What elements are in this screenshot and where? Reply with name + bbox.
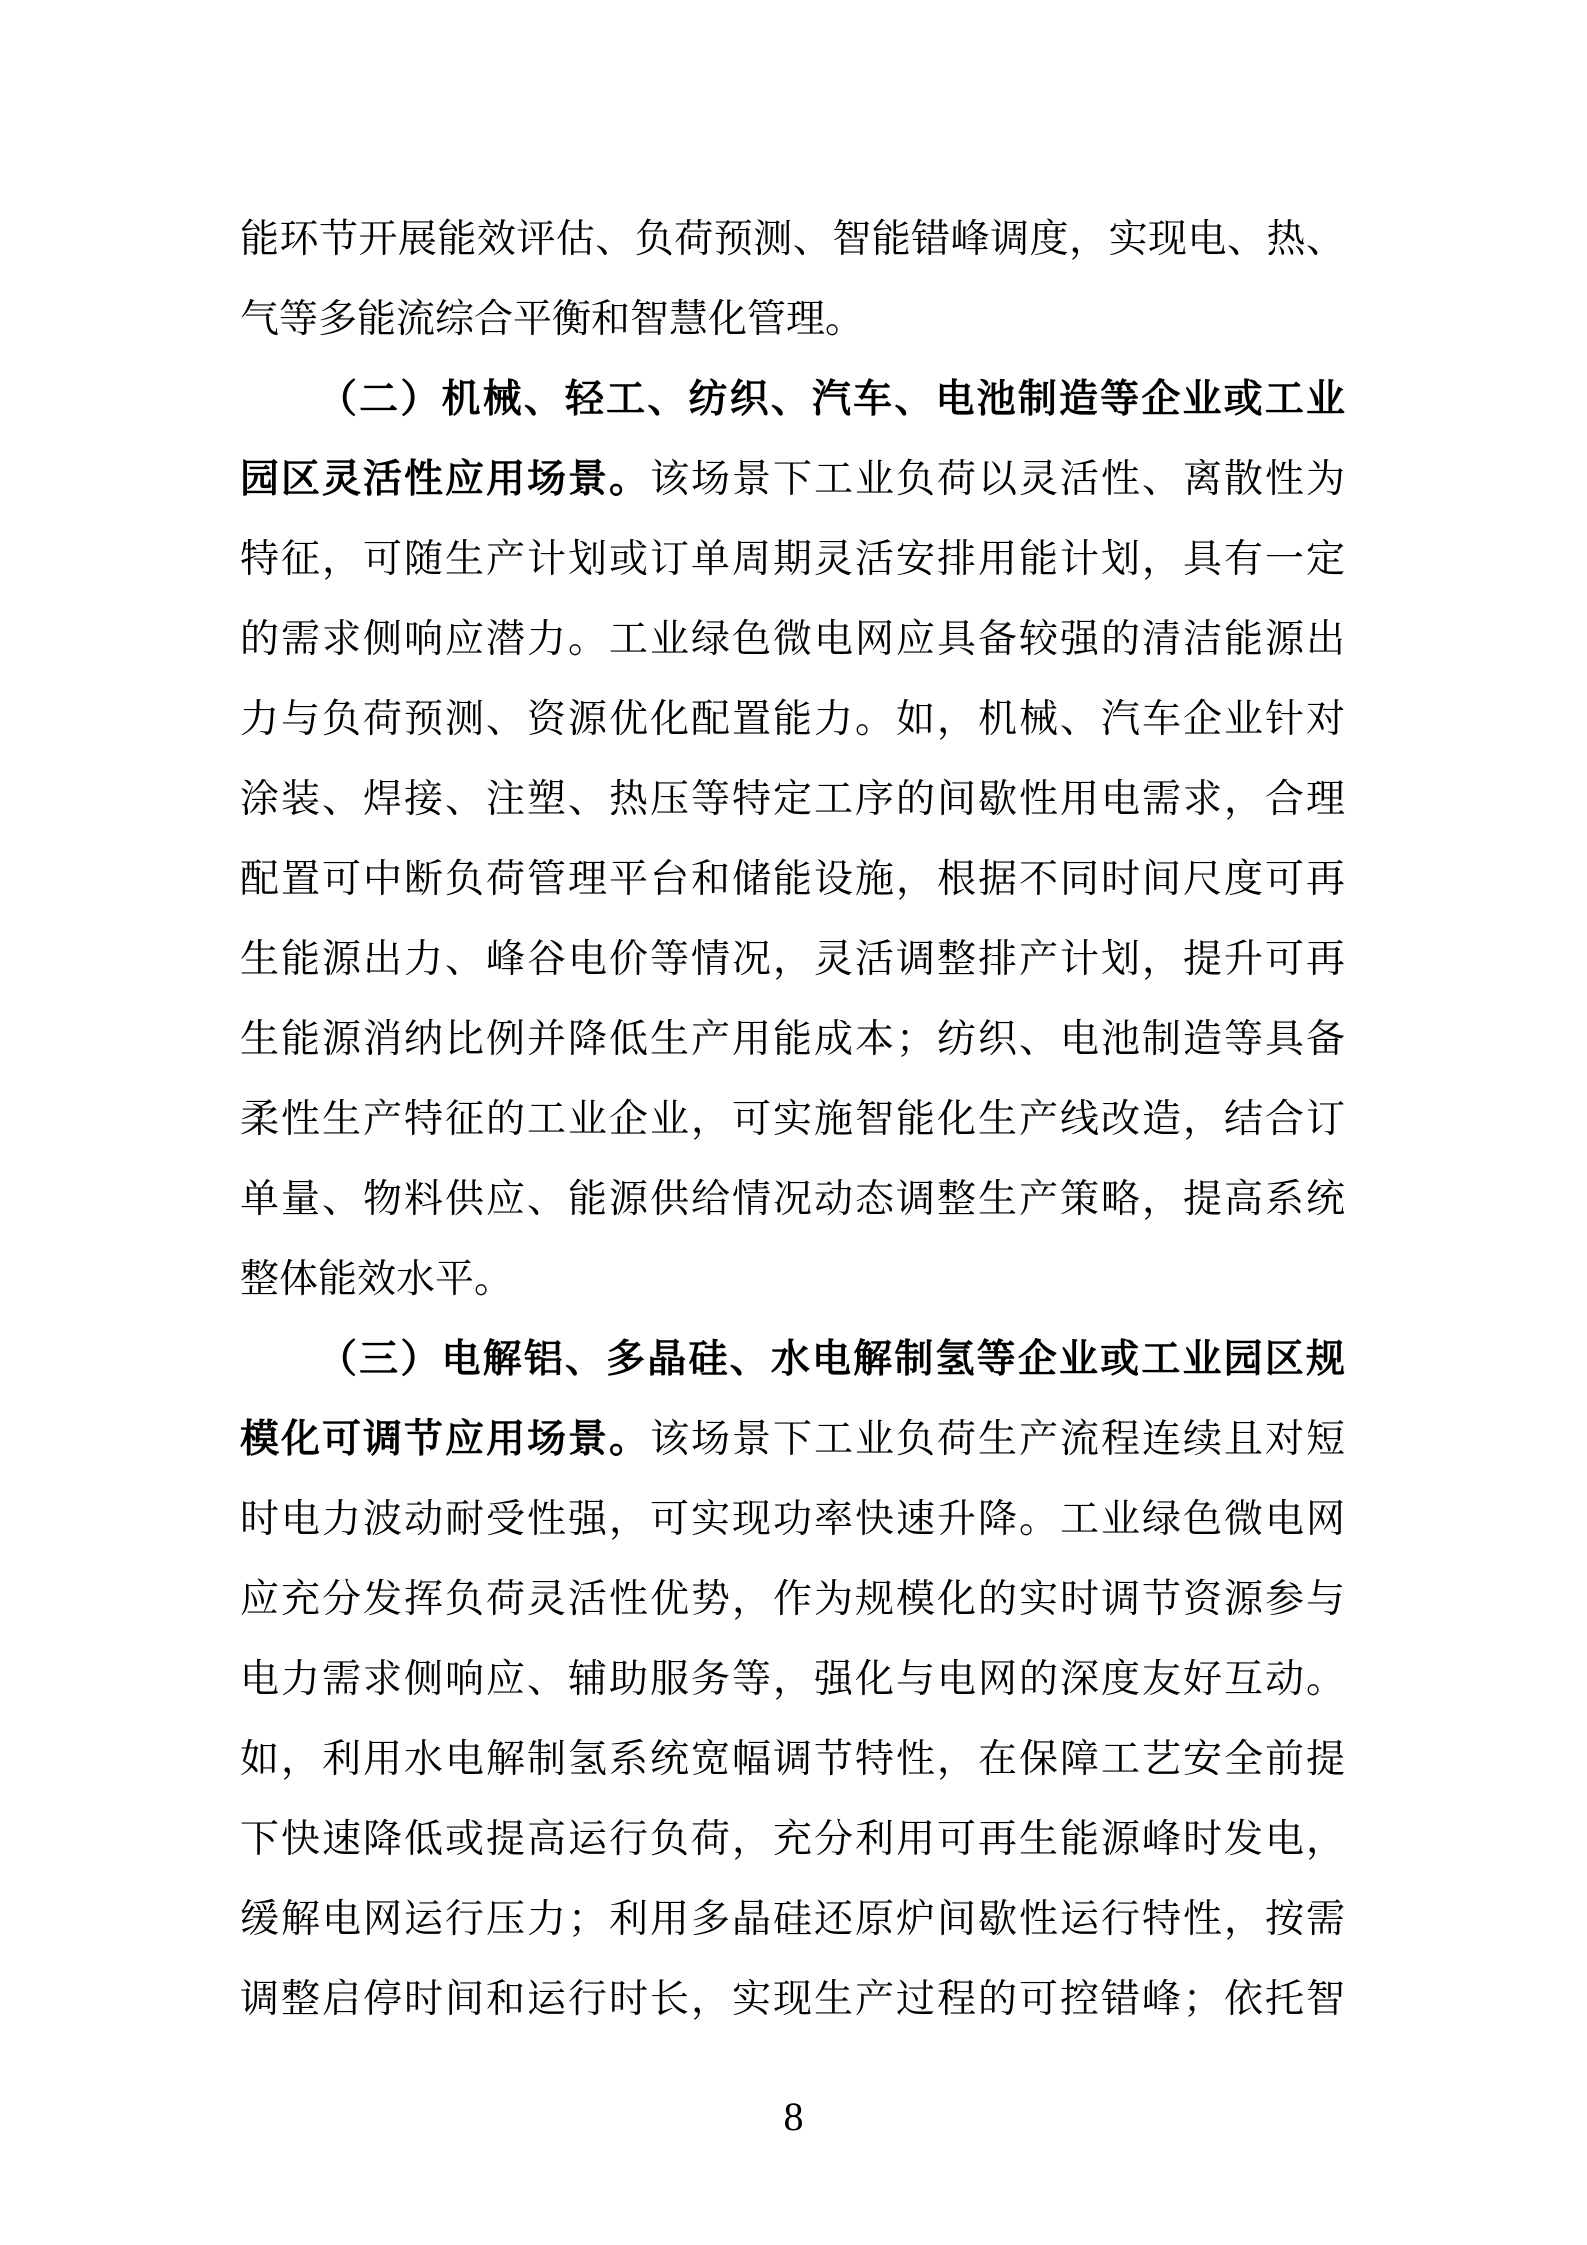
text-line: [240, 760, 1345, 840]
text-line: [240, 1080, 1345, 1160]
paragraph-section-2: [240, 360, 1345, 1320]
text-line: [240, 840, 1345, 920]
text-line: [240, 680, 1345, 760]
text-line: [240, 920, 1345, 1000]
text-line: [240, 600, 1345, 680]
text-line: [240, 200, 1345, 280]
body-text: 如，利用水电解制氢系统宽幅调节特性，在保障工艺安全前提: [240, 1738, 1345, 1781]
body-text: 特征，可随生产计划或订单周期灵活安排用能计划，具有一定: [240, 538, 1345, 581]
body-text: 的需求侧响应潜力。工业绿色微电网应具备较强的清洁能源出: [240, 618, 1345, 661]
heading-bold-text: （三）电解铝、多晶硅、水电解制氢等企业或工业园区规: [318, 1338, 1345, 1381]
body-text: 下快速降低或提高运行负荷，充分利用可再生能源峰时发电，: [240, 1818, 1345, 1861]
body-text: 力与负荷预测、资源优化配置能力。如，机械、汽车企业针对: [240, 698, 1345, 741]
text-line: [240, 520, 1345, 600]
body-text: 生能源消纳比例并降低生产用能成本；纺织、电池制造等具备: [240, 1018, 1345, 1061]
body-text: 配置可中断负荷管理平台和储能设施，根据不同时间尺度可再: [240, 858, 1345, 901]
text-line: [240, 1640, 1345, 1720]
heading-bold-text: 模化可调节应用场景。: [240, 1418, 650, 1461]
body-text: 电力需求侧响应、辅助服务等，强化与电网的深度友好互动。: [240, 1658, 1345, 1701]
body-text: 整体能效水平。: [240, 1258, 514, 1301]
text-line: [240, 1480, 1345, 1560]
body-text: 单量、物料供应、能源供给情况动态调整生产策略，提高系统: [240, 1178, 1345, 1221]
body-text: 该场景下工业负荷生产流程连续且对短: [650, 1418, 1345, 1461]
heading-bold-text: 园区灵活性应用场景。: [240, 458, 650, 501]
body-text: 该场景下工业负荷以灵活性、离散性为: [650, 458, 1345, 501]
page-number: 8: [783, 2094, 804, 2139]
text-line: [240, 440, 1345, 520]
text-line: [240, 1160, 1345, 1240]
text-line: [240, 360, 1345, 440]
text-line: [240, 1320, 1345, 1400]
heading-bold-text: （二）机械、轻工、纺织、汽车、电池制造等企业或工业: [318, 378, 1345, 421]
body-text: 能环节开展能效评估、负荷预测、智能错峰调度，实现电、热、: [240, 218, 1345, 261]
body-text: 柔性生产特征的工业企业，可实施智能化生产线改造，结合订: [240, 1098, 1345, 1141]
body-text: 时电力波动耐受性强，可实现功率快速升降。工业绿色微电网: [240, 1498, 1345, 1541]
paragraph-section-3: [240, 1320, 1345, 2040]
text-line: [240, 1000, 1345, 1080]
body-text: 涂装、焊接、注塑、热压等特定工序的间歇性用电需求，合理: [240, 778, 1345, 821]
text-line: [240, 1880, 1345, 1960]
text-line: [240, 1960, 1345, 2040]
document-body: [240, 200, 1345, 2040]
text-line: [240, 1560, 1345, 1640]
body-text: 气等多能流综合平衡和智慧化管理。: [240, 298, 865, 341]
text-line: [240, 1800, 1345, 1880]
text-line: [240, 280, 1345, 360]
text-line: [240, 1400, 1345, 1480]
body-text: 缓解电网运行压力；利用多晶硅还原炉间歇性运行特性，按需: [240, 1898, 1345, 1941]
text-line: [240, 1240, 1345, 1320]
text-line: [240, 1720, 1345, 1800]
body-text: 调整启停时间和运行时长，实现生产过程的可控错峰；依托智: [240, 1978, 1345, 2021]
body-text: 应充分发挥负荷灵活性优势，作为规模化的实时调节资源参与: [240, 1578, 1345, 1621]
paragraph-continuation: [240, 200, 1345, 360]
body-text: 生能源出力、峰谷电价等情况，灵活调整排产计划，提升可再: [240, 938, 1345, 981]
